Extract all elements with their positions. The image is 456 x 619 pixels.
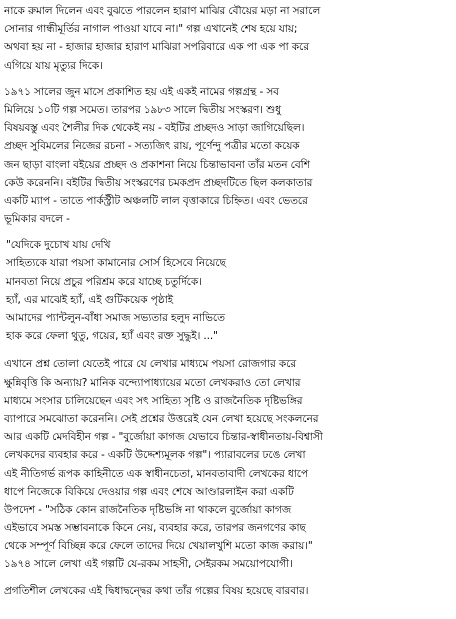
text-line: এইভাবে সমস্ত সম্ভাবনাকে কিনে নেয়, ব্যবহার করে, তারপর জনগণের কাছ (4, 522, 306, 535)
verse-line: আমাদের প্যান্টলুন-বাঁধা সমাজ সভ্যতার হলুদ নাভিতে (6, 312, 225, 324)
text-line: একটি ম্যাপ - তাতে পার্কস্ট্রীট অঞ্চলটি লাল বৃত্তাকারে চিহ্নিত। এবং ভেতরে (4, 194, 308, 207)
text-line: ব্যাপারে সমঝোতা করেননি। সেই প্রশ্নের উত্তরেই যেন লেখা হয়েছে সংকলনের (4, 412, 319, 425)
text-line: ১৯৭৪ সালে লেখা এই গল্পটি যে-রকম সাহসী, সেইরকম সময়োপযোগী। (4, 558, 293, 571)
text-line: লেখকদের ব্যবহার করে - একটি উদ্দেশ্যমূলক গল্প"। প্যারাবলের ঢঙে লেখা (4, 449, 306, 462)
text-line: বিষয়বস্তু এবং শৈলীর দিক থেকেই নয় - বইটির প্রচ্ছদও সাড়া জাগিয়েছিল। (4, 122, 305, 135)
paragraph-1 (4, 2, 452, 75)
verse-line: হ্যাঁ, এর মাঝেই হ্যাঁ, এই গুটিকয়েক পৃষ্ঠাই (6, 293, 173, 306)
verse-line: মানবতা নিয়ে প্রচুর পরিশ্রম করে যাচ্ছে চতুর্দিকে। (6, 275, 202, 288)
text-line: নাকে রুমাল দিলেন এবং বুঝতে পারলেন হারাণ মাঝির বৌয়ের মড়া না সরালে (4, 5, 321, 17)
text-line: ভূমিকার বদলে - (4, 213, 70, 226)
text-line: উপদেশ - "সঠিক কোন রাজনৈতিক দৃষ্টিভঙ্গি না থাকলে বুর্জোয়া কাগজ (4, 503, 292, 516)
text-line: মিলিয়ে ১০টি গল্প সমেত। তারপর ১৯৮৩ সালে দ্বিতীয় সংস্করণ। শুধু (4, 103, 281, 116)
text-line: প্রচ্ছদ সুবিমলের নিজের রচনা - সত্যজিৎ রায়, পূর্ণেন্দু পত্রীর মতো কয়েক (4, 140, 300, 153)
text-line: ১৯৭১ সালের জুন মাসে প্রকাশিত হয় এই একই নামের গল্পগ্রন্থ - সব (4, 85, 279, 98)
quoted-verse (4, 236, 452, 345)
text-line: এই নীতিগর্ভ রূপক কাহিনীতে এক স্বাধীনচেতা, মানবতাবাদী লেখকের ধাপে (4, 467, 308, 480)
text-line: জন ছাড়া বাংলা বইয়ের প্রচ্ছদ ও প্রকাশনা নিয়ে চিন্তাভাবনা তাঁর মতন বেশি (4, 158, 310, 171)
paragraph-3 (4, 355, 452, 573)
text-line: আর একটি মেদবিহীন গল্প - "বুর্জোয়া কাগজ যেভাবে চিন্তার-স্বাধীনতায়-বিশ্বাসী (4, 431, 323, 444)
text-line: কেউ করেননি। বইটির দ্বিতীয় সংস্করণের চমকপ্রদ প্রচ্ছদটিতে ছিল কলকাতার (4, 176, 313, 189)
text-line: অথবা হয় না - হাজার হাজার হারাণ মাঝিরা সপরিবারে এক পা এক পা করে (4, 41, 309, 54)
text-line: এখানে প্রশ্ন তোলা যেতেই পারে যে লেখার মাধ্যমে পয়সা রোজগার করে (4, 358, 297, 371)
text-line: সোনার গান্ধীমূর্তির নাগাল পাওয়া যাবে না।" গল্প এখানেই শেষ হয়ে যায়; (4, 23, 298, 36)
paragraph-2 (4, 83, 452, 229)
text-line: থেকে সম্পূর্ণ বিচ্ছিন্ন করে ফেলে তাদের দিয়ে খেয়ালখুশি মতো কাজ করায়।" (4, 540, 313, 553)
paragraph-4 (4, 582, 452, 600)
verse-line: সাহিত্যকে যারা পয়সা কামানোর সোর্স হিসেবে নিয়েছে (6, 257, 226, 270)
text-line: ক্ষুন্নিবৃত্তি কি অন্যায়? মানিক বন্দ্যোপাধ্যায়ের মতো লেখকরাও তো লেখার (4, 376, 301, 389)
text-line: এগিয়ে যায় মৃত্যুর দিকে। (4, 59, 103, 72)
verse-line: হাক করে ফেলা থুতু, গয়ের, হ্যাঁ এবং রক্ত সুদ্ধুই। ..." (6, 330, 218, 343)
verse-line: "যেদিকে দুচোখ যায় দেখি (6, 239, 111, 252)
text-line: প্রগতিশীল লেখকের এই দ্বিধাদ্বন্দ্বের কথা তাঁর গল্পের বিষয় হয়েছে বারবার। (4, 584, 309, 597)
text-line: ধাপে নিজেকে বিকিয়ে দেওয়ার গল্প এবং শেষে আণ্ডারলাইন করা একটি (4, 485, 294, 498)
text-line: মাধ্যমে সংসার চালিয়েছেন এবং সৎ সাহিত্য সৃষ্টি ও রাজনৈতিক দৃষ্টিভঙ্গির (4, 394, 303, 407)
